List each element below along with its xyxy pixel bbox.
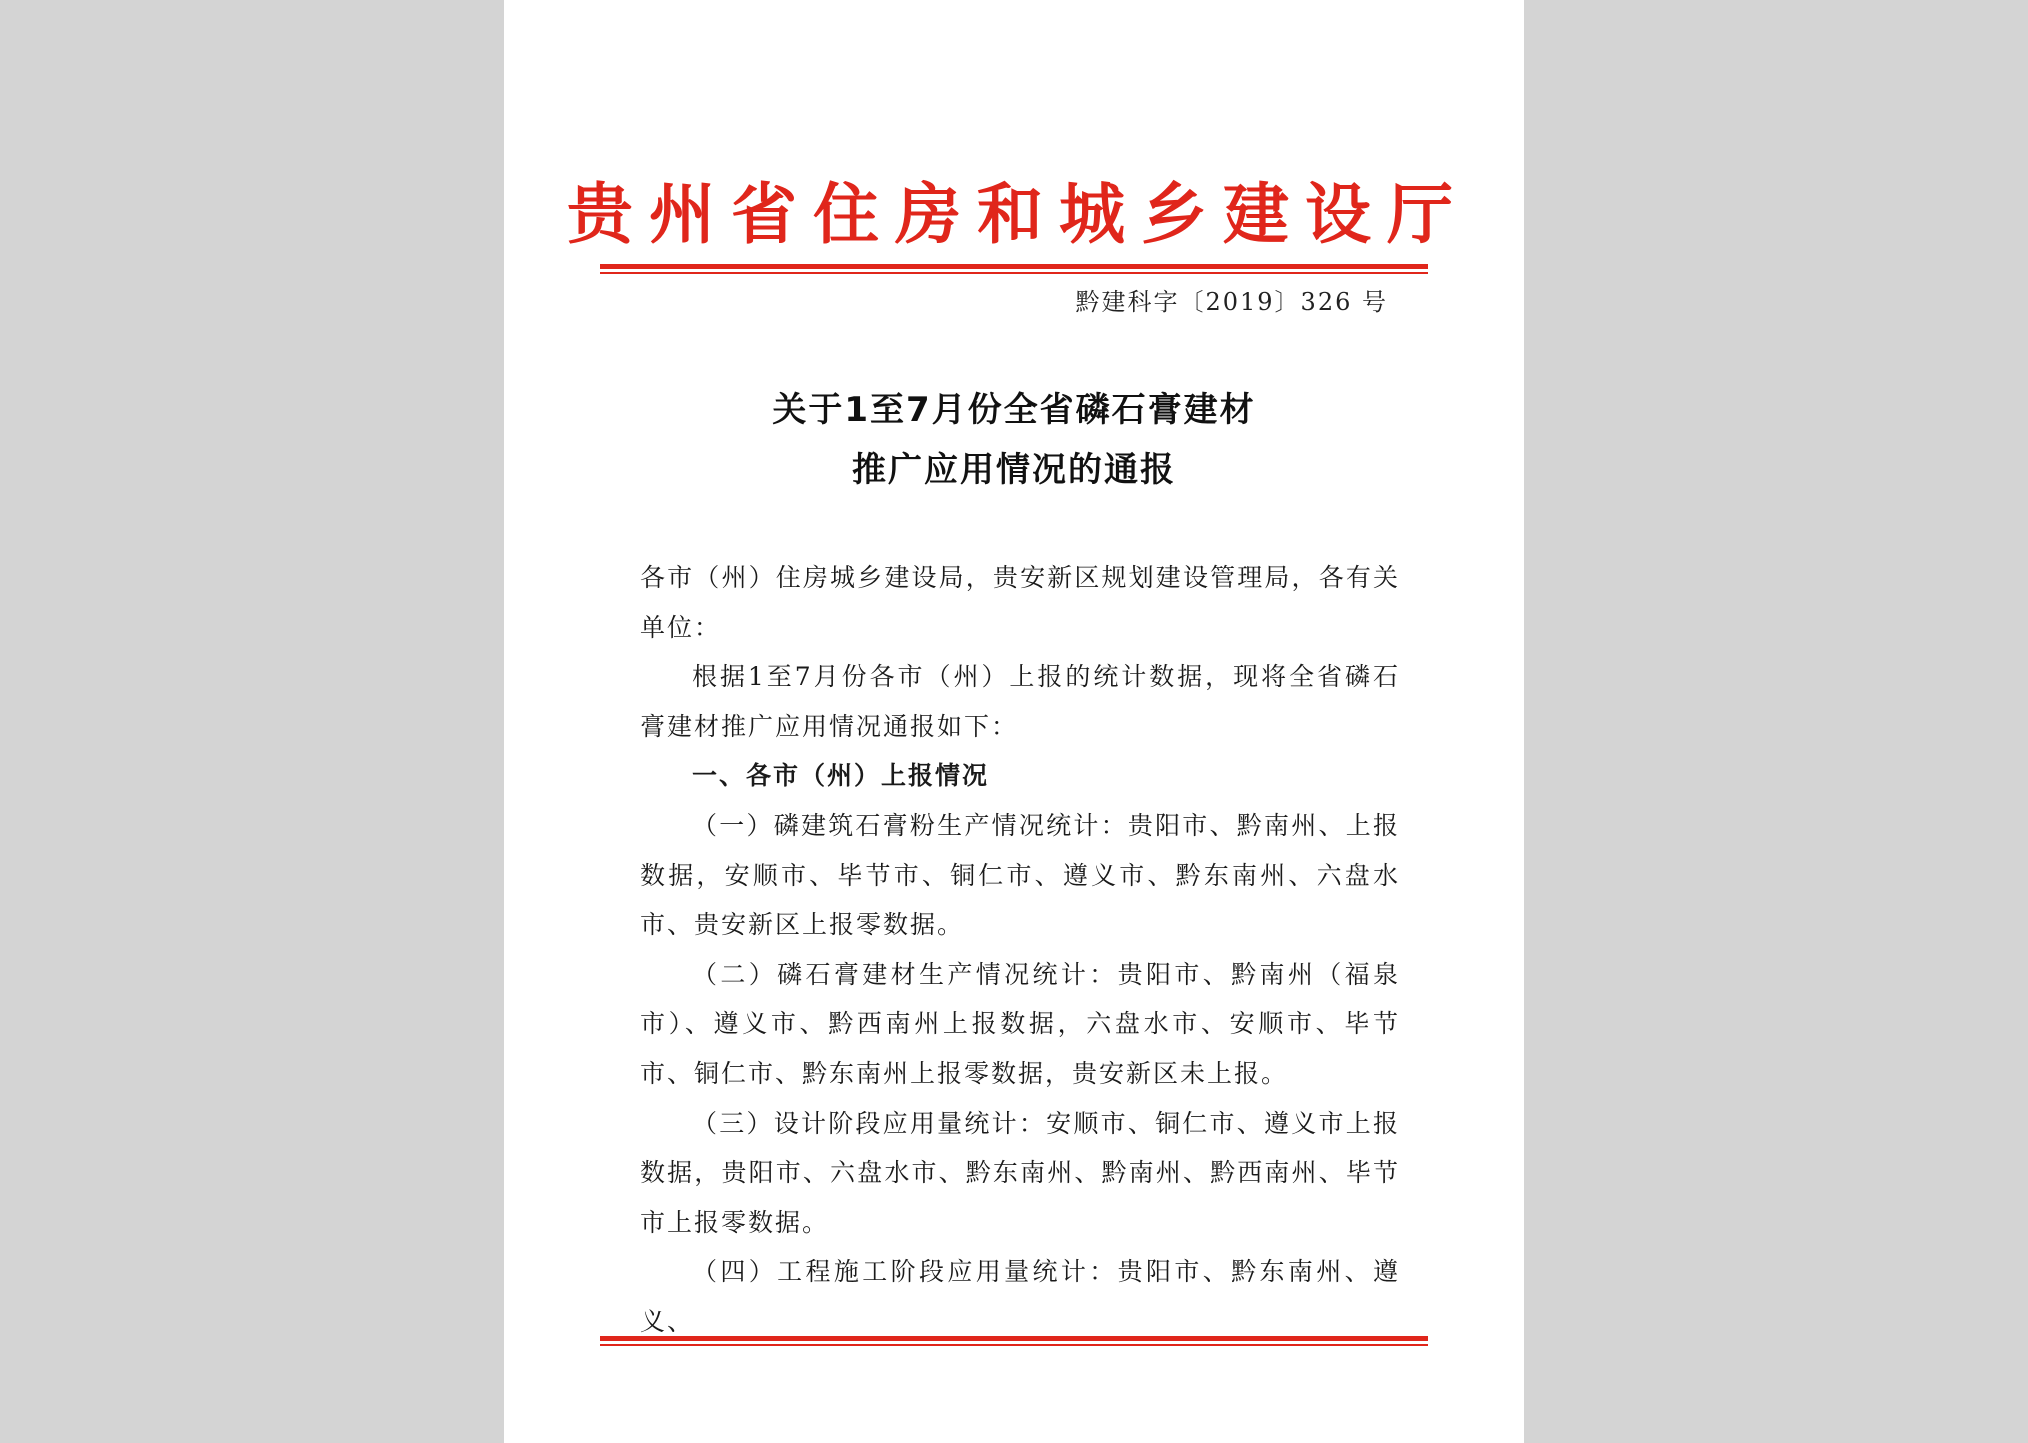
document-body [640,553,1400,1347]
intro-paragraph: 根据1至7月份各市（州）上报的统计数据，现将全省磷石膏建材推广应用情况通报如下： [640,662,1400,741]
salutation: 各市（州）住房城乡建设局，贵安新区规划建设管理局，各有关单位： [640,563,1400,642]
footer-rule-thick [600,1336,1428,1341]
document-number: 黔建科字〔2019〕326 号 [1075,288,1388,316]
document-title-line-2: 推广应用情况的通报 [852,450,1176,490]
item-paragraph-4: （四）工程施工阶段应用量统计：贵阳市、黔东南州、遵义、 [640,1257,1400,1336]
document-title-line-1: 关于1至7月份全省磷石膏建材 [772,390,1256,430]
item-paragraph-3: （三）设计阶段应用量统计：安顺市、铜仁市、遵义市上报数据，贵阳市、六盘水市、黔东南州、黔南州、黔西南州、毕节市上报零数据。 [640,1108,1400,1237]
footer-rule-thin [600,1344,1428,1346]
section-heading: 一、各市（州）上报情况 [692,761,990,791]
header-rule-thick [600,264,1428,269]
item-paragraph-1: （一）磷建筑石膏粉生产情况统计：贵阳市、黔南州、上报数据，安顺市、毕节市、铜仁市、遵义市、黔东南州、六盘水市、贵安新区上报零数据。 [640,810,1400,940]
issuing-authority-header: 贵州省住房和城乡建设厅 [567,176,1469,253]
header-rule-thin [600,272,1428,274]
item-paragraph-2: （二）磷石膏建材生产情况统计：贵阳市、黔南州（福泉市）、遵义市、黔西南州上报数据，六盘水市、安顺市、毕节市、铜仁市、黔东南州上报零数据，贵安新区未上报。 [640,959,1400,1088]
document-page [504,0,1524,1443]
